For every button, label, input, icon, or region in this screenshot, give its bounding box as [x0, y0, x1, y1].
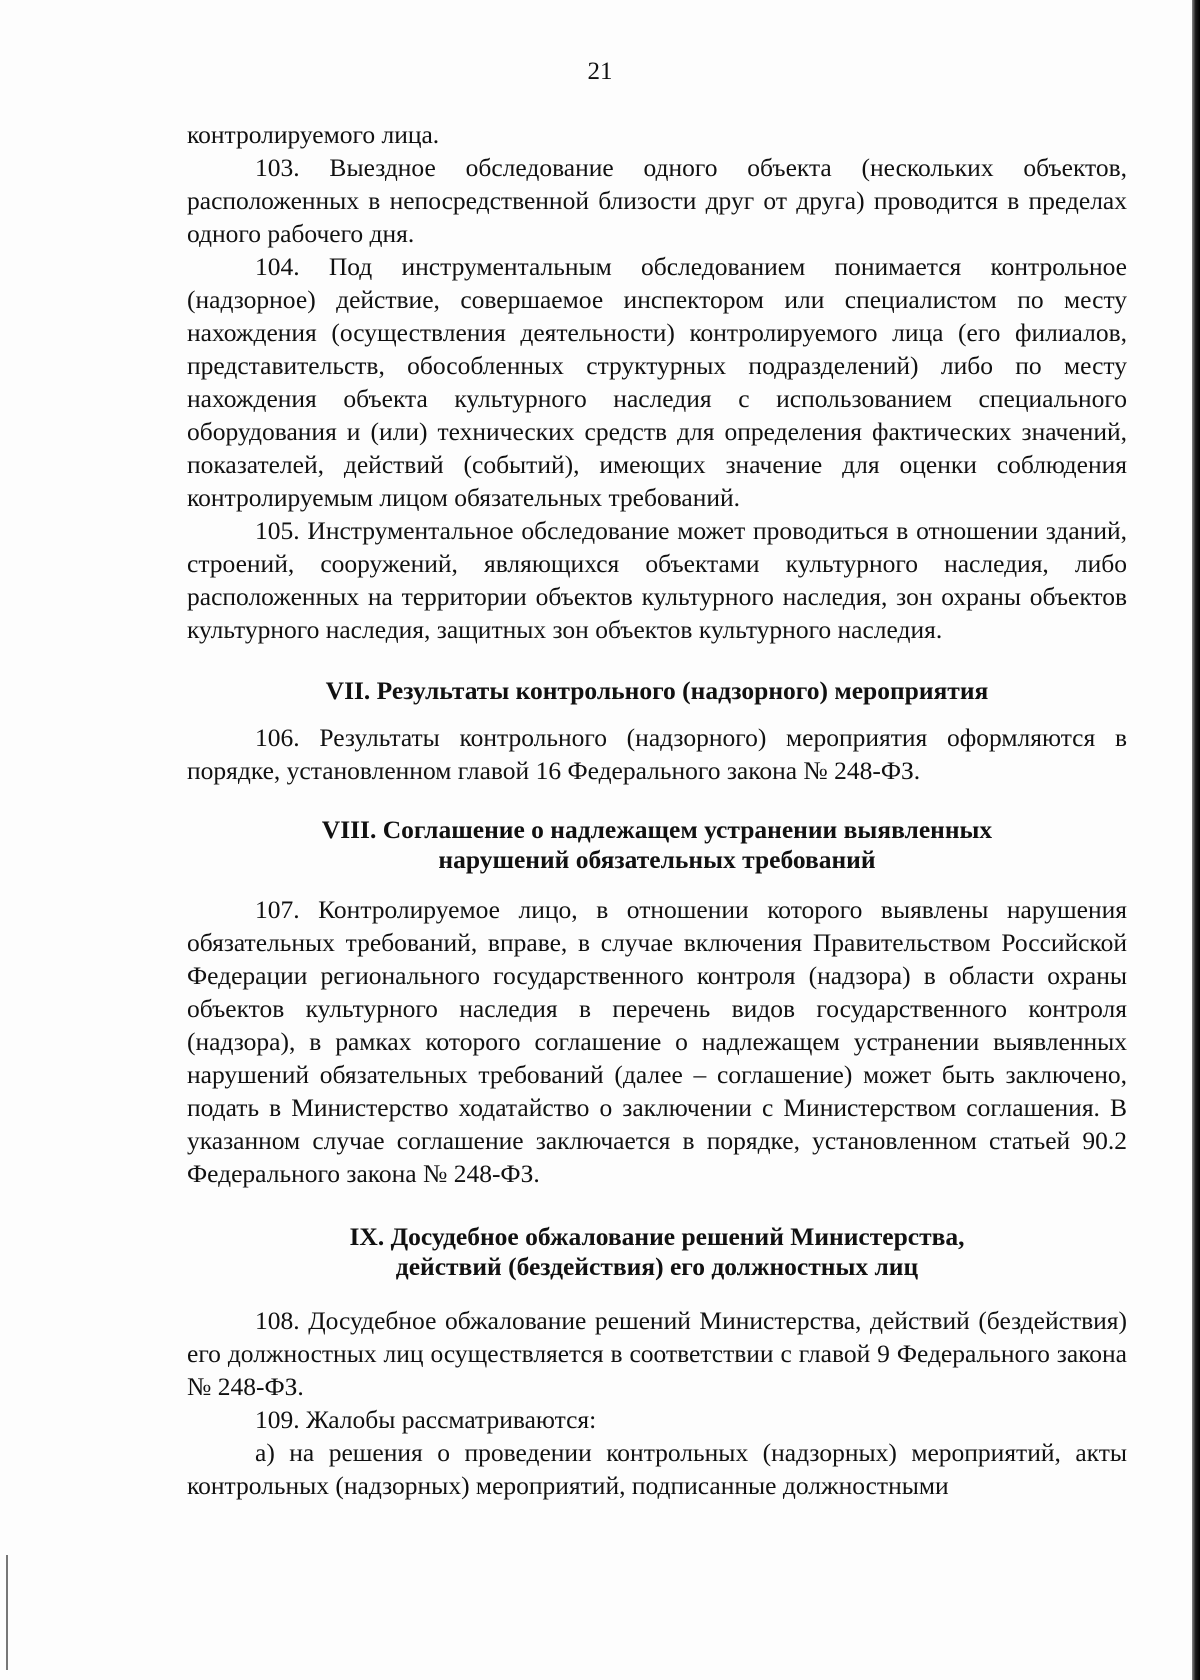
page-number: 21 [587, 58, 613, 85]
section-heading-viii [187, 815, 1127, 875]
paragraph-107: 107. Контролируемое лицо, в отношении которого выявлены нарушения обязательных требований, вправе, в случае включения Правительством Российской Федерации регионального государственного контроля (надзора) в области охраны объектов культурного наследия в перечень видов государственного контроля (надзора), в рамках которого соглашение о надлежащем устранении выявленных нарушений обязательных требований (далее – соглашение) может быть заключено, подать в Министерство ходатайство о заключении с Министерством соглашения. В указанном случае соглашение заключается в порядке, установленном статьей 90.2 Федерального закона № 248-ФЗ. [187, 895, 1127, 1188]
section-heading-ix-line-1: IX. Досудебное обжалование решений Министерства, [349, 1222, 965, 1251]
paragraph-104: 104. Под инструментальным обследованием понимается контрольное (надзорное) действие, совершаемое инспектором или специалистом по месту нахождения (осуществления деятельности) контролируемого лица (его филиалов, представительств, обособленных структурных подразделений) либо по месту нахождения объекта культурного наследия с использованием специального оборудования и (или) технических средств для определения фактических значений, показателей, действий (событий), имеющих значение для оценки соблюдения контролируемым лицом обязательных требований. [187, 252, 1127, 512]
paragraph-103: 103. Выездное обследование одного объекта (нескольких объектов, расположенных в непосредственной близости друг от друга) проводится в пределах одного рабочего дня. [187, 153, 1127, 248]
paragraph-109: 109. Жалобы рассматриваются: [255, 1405, 597, 1434]
scan-edge-right [1192, 0, 1200, 1680]
section-heading-vii-line: VII. Результаты контрольного (надзорного) мероприятия [325, 676, 989, 705]
section-heading-vii [187, 676, 1127, 706]
paragraph-continuation: контролируемого лица. [187, 120, 440, 149]
document-body [187, 118, 1127, 1502]
section-heading-viii-line-2: нарушений обязательных требований [438, 845, 876, 874]
section-heading-viii-line-1: VIII. Соглашение о надлежащем устранении выявленных [321, 815, 993, 844]
scan-line-left [6, 1555, 8, 1670]
paragraph-108: 108. Досудебное обжалование решений Министерства, действий (бездействия) его должностных лиц осуществляется в соответствии с главой 9 Федерального закона № 248-ФЗ. [187, 1306, 1127, 1401]
paragraph-109-a: а) на решения о проведении контрольных (надзорных) мероприятий, акты контрольных (надзорных) мероприятий, подписанные должностными [187, 1438, 1127, 1500]
section-heading-ix [187, 1222, 1127, 1282]
section-heading-ix-line-2: действий (бездействия) его должностных лиц [395, 1252, 919, 1281]
paragraph-105: 105. Инструментальное обследование может проводиться в отношении зданий, строений, сооружений, являющихся объектами культурного наследия, либо расположенных на территории объектов культурного наследия, зон охраны объектов культурного наследия, защитных зон объектов культурного наследия. [187, 516, 1127, 644]
paragraph-106: 106. Результаты контрольного (надзорного) мероприятия оформляются в порядке, установленном главой 16 Федерального закона № 248-ФЗ. [187, 723, 1127, 785]
